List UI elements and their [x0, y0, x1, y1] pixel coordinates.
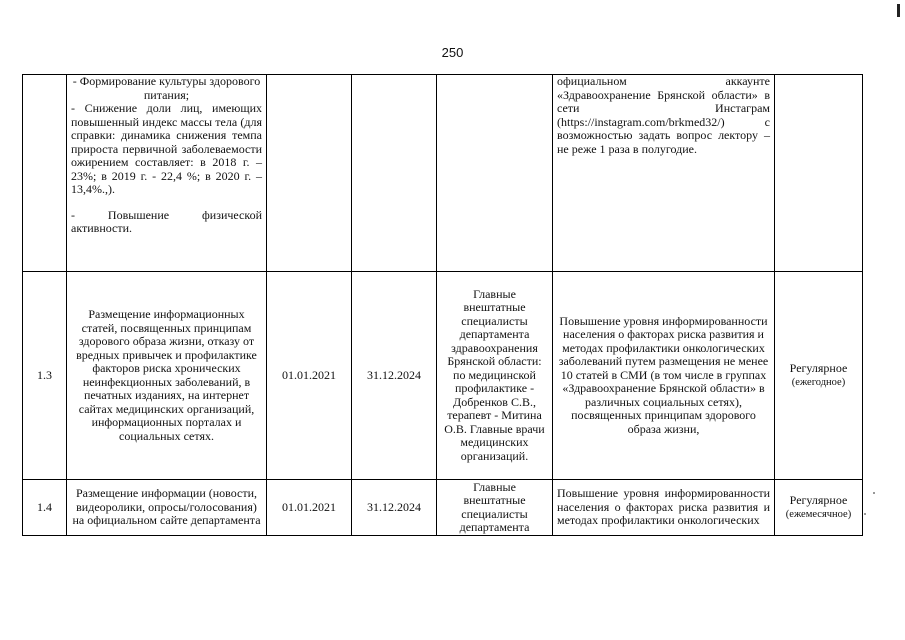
- measure-line: - Повышение физической активности.: [71, 207, 262, 235]
- measure-line: Размещение информации (новости, видеоролики, опросы/голосования) на официальном сайте департамента: [72, 486, 261, 528]
- periodicity-note: (ежегодное): [791, 376, 846, 388]
- start-date-cell: [267, 75, 352, 272]
- periodicity-cell: [775, 75, 863, 272]
- result-cell: официальном аккаунте «Здравоохранение Брянской области» в сети Инстаграм (https://instagram.com/brkmed32/) с возможностью задать вопрос лектору – не реже 1 раза в полугодие.: [553, 75, 775, 272]
- periodicity-note: (ежемесячное): [785, 508, 852, 520]
- table-row: [23, 75, 863, 272]
- result-cell: Повышение уровня информированности населения о факторах риска развития и методах профилактики онкологических: [553, 480, 775, 536]
- row-number-cell: [23, 75, 67, 272]
- table-row: [23, 480, 863, 536]
- responsible-cell: [437, 75, 553, 272]
- scan-speck: [873, 492, 875, 494]
- table-row: [23, 272, 863, 480]
- measure-line: - Снижение доли лиц, имеющих повышенный индекс массы тела (для справки: динамика снижения темпа прироста первичной заболеваемости ожирением составляет: в 2018 г. – 23%; в 2019 г. - 22,4 %; в 2020 г. – 13,4%.,).: [71, 101, 262, 196]
- responsible-cell: Главные внештатные специалисты департамента здравоохранения Брянской области: по медицинской профилактике - Добренков С.В., терапевт - Митина О.В. Главные врачи медицинских организаций.: [437, 272, 553, 480]
- row-number-cell: 1.4: [23, 480, 67, 536]
- measure-cell: [67, 75, 267, 272]
- periodicity-label: Регулярное: [789, 361, 848, 375]
- end-date-cell: 31.12.2024: [352, 272, 437, 480]
- end-date-cell: 31.12.2024: [352, 480, 437, 536]
- scan-mark: [897, 4, 900, 17]
- result-cell: Повышение уровня информированности населения о факторах риска развития и методах профилактики онкологических заболеваний путем размещения не менее 10 статей в СМИ (в том числе в группах «Здравоохранение Брянской области» в различных социальных сетях), посвященных принципам здорового образа жизни,: [553, 272, 775, 480]
- start-date-cell: 01.01.2021: [267, 272, 352, 480]
- measure-line: - Формирование культуры здорового питания;: [72, 74, 261, 102]
- periodicity-cell: [775, 272, 863, 480]
- periodicity-label: Регулярное: [789, 493, 848, 507]
- scan-speck: [864, 513, 866, 515]
- row-number-cell: 1.3: [23, 272, 67, 480]
- measure-line: Размещение информационных статей, посвященных принципам здорового образа жизни, отказу от вредных привычек и профилактике факторов риска хронических неинфекционных заболеваний, в печатных изданиях, на интернет сайтах медицинских организаций, информационных порталах и социальных сетях.: [76, 307, 257, 443]
- page-number: 250: [441, 45, 464, 60]
- start-date-cell: 01.01.2021: [267, 480, 352, 536]
- measure-cell: [67, 480, 267, 536]
- measure-cell: [67, 272, 267, 480]
- periodicity-cell: [775, 480, 863, 536]
- measures-table: [22, 74, 863, 536]
- end-date-cell: [352, 75, 437, 272]
- responsible-cell: Главные внештатные специалисты департамента: [437, 480, 553, 536]
